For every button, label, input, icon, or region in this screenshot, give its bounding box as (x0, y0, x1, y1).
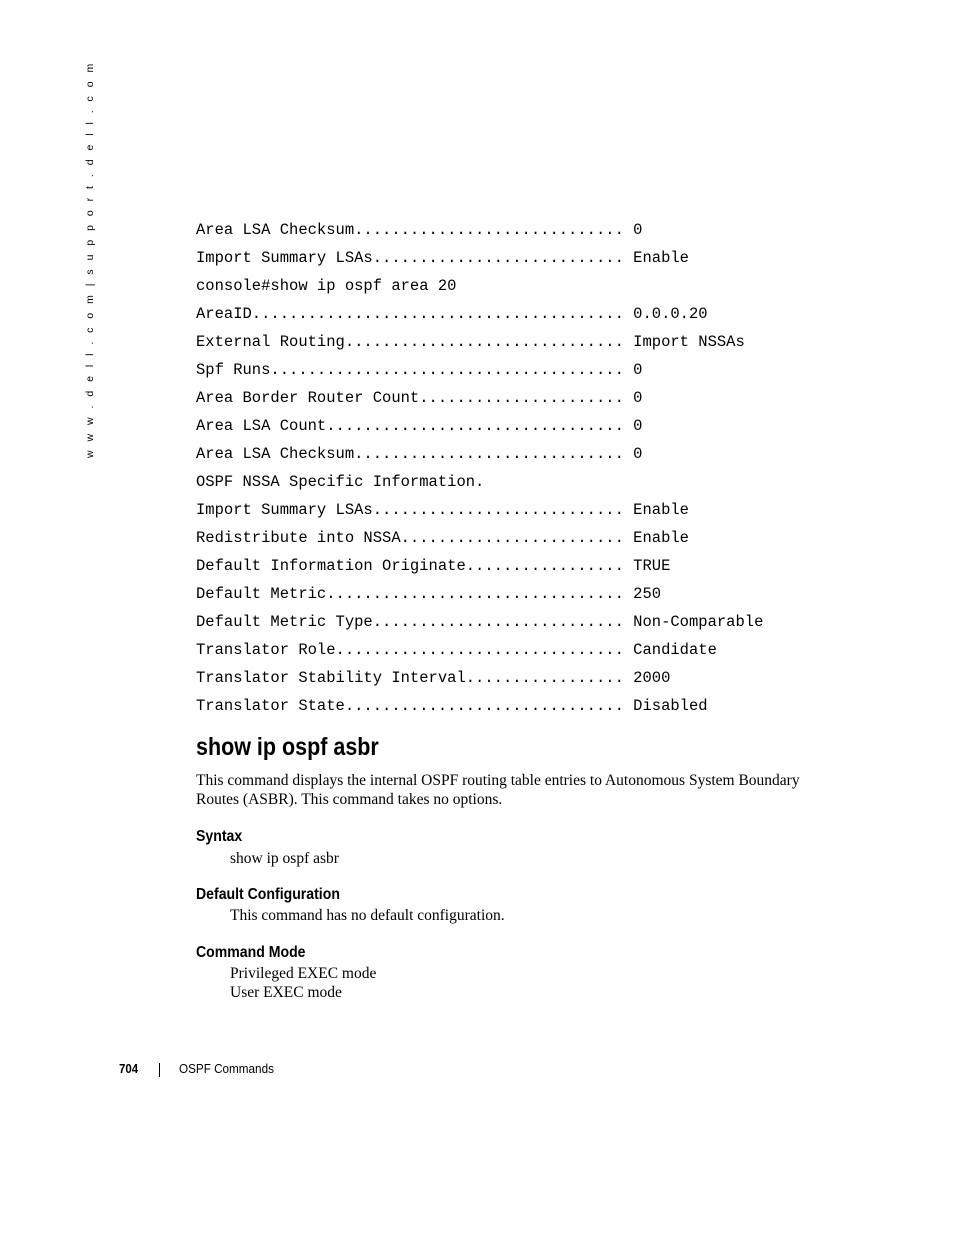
section-title: show ip ospf asbr (196, 733, 379, 761)
code-output-block (196, 216, 896, 720)
default-config-heading: Default Configuration (196, 886, 340, 903)
code-line: Translator Stability Interval................. 2000 (196, 669, 671, 687)
code-line: Default Information Originate................. TRUE (196, 557, 671, 575)
code-line: Import Summary LSAs........................... Enable (196, 249, 689, 267)
footer-section-name: OSPF Commands (179, 1061, 274, 1076)
syntax-heading: Syntax (196, 828, 243, 845)
command-mode-line: Privileged EXEC mode (230, 965, 377, 982)
default-config-text: This command has no default configuration. (230, 907, 505, 924)
code-line: console#show ip ospf area 20 (196, 277, 457, 295)
page-number: 704 (119, 1061, 139, 1076)
code-line: OSPF NSSA Specific Information. (196, 473, 485, 491)
code-line: Spf Runs...................................... 0 (196, 361, 643, 379)
footer-divider (159, 1063, 160, 1077)
command-mode-line: User EXEC mode (230, 984, 342, 1001)
code-line: Translator State.............................. Disabled (196, 697, 708, 715)
code-line: Area LSA Checksum............................. 0 (196, 445, 643, 463)
code-line: Import Summary LSAs........................... Enable (196, 501, 689, 519)
code-line: Area LSA Checksum............................. 0 (196, 221, 643, 239)
side-url-text: w w w . d e l l . c o m | s u p p o r t . d e l l . c o m (84, 60, 96, 458)
syntax-text: show ip ospf asbr (230, 850, 339, 867)
code-line: Default Metric................................ 250 (196, 585, 662, 603)
code-line: Translator Role............................... Candidate (196, 641, 717, 659)
command-mode-heading: Command Mode (196, 944, 306, 961)
code-line: Area Border Router Count...................... 0 (196, 389, 643, 407)
code-line: Redistribute into NSSA........................ Enable (196, 529, 689, 547)
section-description: This command displays the internal OSPF routing table entries to Autonomous System Boundary Routes (ASBR). This command takes no options. (196, 772, 800, 808)
code-line: External Routing.............................. Import NSSAs (196, 333, 745, 351)
code-line: AreaID........................................ 0.0.0.20 (196, 305, 708, 323)
code-line: Area LSA Count................................ 0 (196, 417, 643, 435)
code-line: Default Metric Type........................... Non-Comparable (196, 613, 764, 631)
